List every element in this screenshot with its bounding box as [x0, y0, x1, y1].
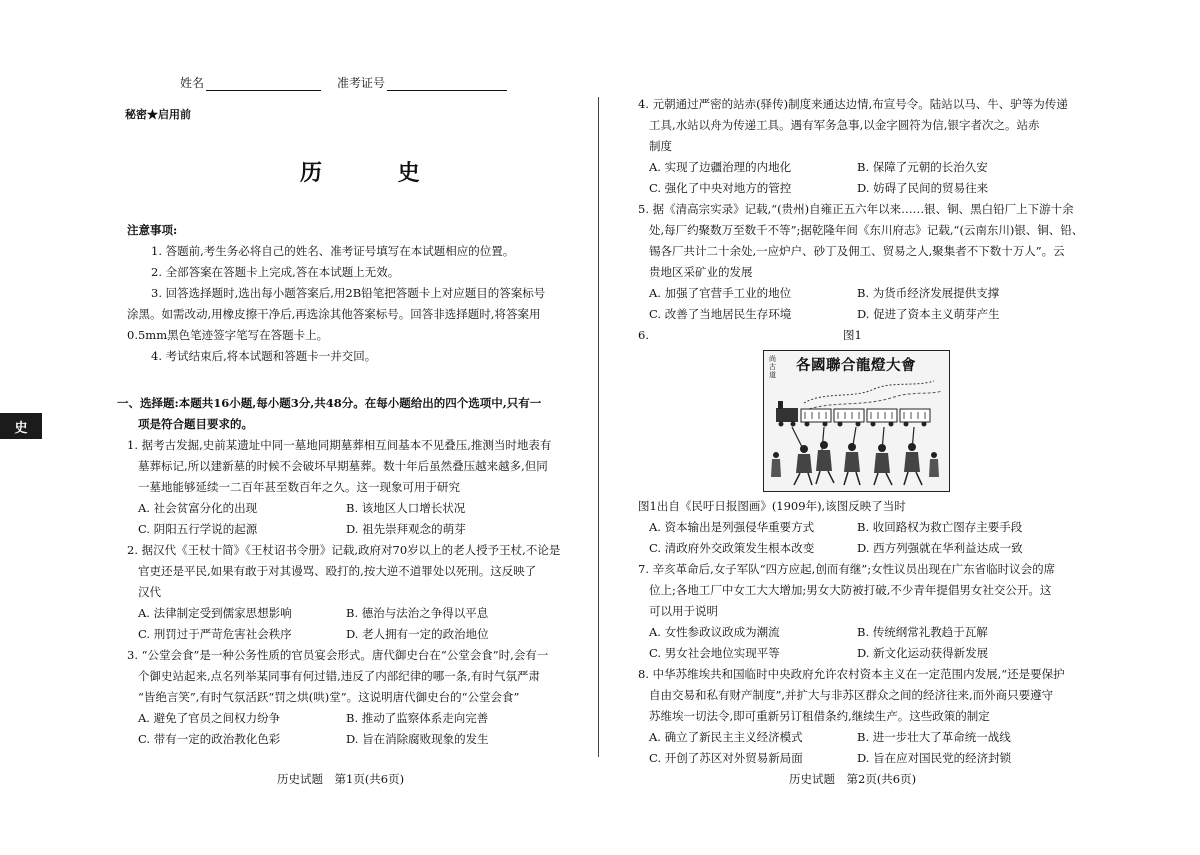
note-item: 2. 全部答案在答题卡上完成,答在本试题上无效。: [151, 265, 400, 279]
option-row: [638, 517, 1078, 538]
option-c[interactable]: C. 开创了苏区对外贸易新局面: [649, 751, 803, 765]
option-b[interactable]: B. 该地区人口增长状况: [346, 501, 466, 515]
option-row: [127, 624, 564, 645]
exam-number-field: [337, 74, 507, 91]
question-1: [127, 435, 564, 540]
note-item: 3. 回答选择题时,选出每小题答案后,用2B铅笔把答题卡上对应题目的答案标号: [151, 286, 546, 300]
option-row: [127, 519, 564, 540]
question-text: 7. 辛亥革命后,女子军队“四方应起,创而有继”;女性议员出现在广东省临时议会的席: [638, 562, 1056, 576]
exam-number-blank: [387, 79, 507, 91]
option-d[interactable]: D. 西方列强就在华利益达成一致: [857, 541, 1023, 555]
spacer: [127, 367, 564, 393]
option-row: [638, 538, 1078, 559]
question-text: 苏维埃一切法令,即可重新另订租借条约,继续生产。这些政策的制定: [649, 709, 990, 723]
option-a[interactable]: A. 实现了边疆治理的内地化: [649, 160, 792, 174]
name-blank: [206, 79, 321, 91]
page-footer-left: 历史试题 第1页(共6页): [277, 772, 405, 786]
note-item: 涂黑。如需改动,用橡皮擦干净后,再选涂其他答案标号。回答非选择题时,将答案用: [127, 307, 541, 321]
question-3: [127, 645, 564, 750]
question-text: 贵地区采矿业的发展: [649, 265, 753, 279]
option-c[interactable]: C. 刑罚过于严苛危害社会秩序: [138, 627, 292, 641]
question-text: 自由交易和私有财产制度”,并扩大与非苏区群众之间的经济往来,而外商只要遵守: [649, 688, 1054, 702]
left-column: [117, 220, 564, 750]
option-b[interactable]: B. 收回路权为救亡图存主要手段: [857, 520, 1023, 534]
section-heading-cont: 项是符合题目要求的。: [138, 417, 253, 431]
question-4: [638, 94, 1078, 199]
candidate-info-header: [180, 74, 507, 91]
subject-title: 历 史: [300, 160, 454, 186]
option-b[interactable]: B. 传统纲常礼教趋于瓦解: [857, 625, 988, 639]
cartoon-figure: [763, 350, 950, 492]
question-text: 8. 中华苏维埃共和国临时中央政府允许农村资本主义在一定范围内发展,“还是要保护: [638, 667, 1065, 681]
option-d[interactable]: D. 旨在应对国民党的经济封锁: [857, 751, 1012, 765]
question-text: 工具,水站以舟为传递工具。遇有军务急事,以金字圆符为信,银字者次之。站赤: [649, 118, 1040, 132]
cartoon-illustration: [764, 351, 948, 490]
option-d[interactable]: D. 老人拥有一定的政治地位: [346, 627, 489, 641]
option-a[interactable]: A. 女性参政议政成为潮流: [649, 625, 780, 639]
option-row: [127, 708, 564, 729]
column-divider: [598, 97, 599, 757]
option-d[interactable]: D. 新文化运动获得新发展: [857, 646, 989, 660]
option-b[interactable]: B. 为货币经济发展提供支撑: [857, 286, 1000, 300]
note-item: 1. 答题前,考生务必将自己的姓名、准考证号填写在本试题相应的位置。: [151, 244, 515, 258]
subject-side-tab: 史: [0, 413, 42, 439]
question-text: 处,每厂约聚数万至数千不等”;据乾隆年间《东川府志》记载,“(云南东川)银、铜、铅、: [649, 223, 1084, 237]
question-text: 制度: [649, 139, 672, 153]
name-label: 姓名: [180, 76, 205, 90]
option-b[interactable]: B. 保障了元朝的长治久安: [857, 160, 988, 174]
question-text: 3. “公堂会食”是一种公务性质的官员宴会形式。唐代御史台在“公堂会食”时,会有一: [127, 648, 549, 662]
option-a[interactable]: A. 资本输出是列强侵华重要方式: [649, 520, 815, 534]
option-c[interactable]: C. 男女社会地位实现平等: [649, 646, 780, 660]
option-d[interactable]: D. 祖先崇拜观念的萌芽: [346, 522, 466, 536]
figure-label: 图1: [843, 328, 862, 342]
question-text: 个御史站起来,点名列举某同事有何过错,违反了内部纪律的哪一条,有时气氛严肃: [138, 669, 540, 683]
question-7: [638, 559, 1078, 664]
question-text: 一墓地能够延续一二百年甚至数百年之久。这一现象可用于研究: [138, 480, 460, 494]
question-text: 4. 元朝通过严密的站赤(驿传)制度来通达边情,布宣号令。陆站以马、牛、驴等为传递: [638, 97, 1068, 111]
option-d[interactable]: D. 促进了资本主义萌芽产生: [857, 307, 1000, 321]
question-text: 墓葬标记,所以建新墓的时候不会破坏早期墓葬。数十年后虽然叠压越来越多,但同: [138, 459, 548, 473]
question-5: [638, 199, 1084, 325]
section-heading: 一、选择题:本题共16小题,每小题3分,共48分。在每小题给出的四个选项中,只有一: [117, 396, 542, 410]
option-c[interactable]: C. 阴阳五行学说的起源: [138, 522, 258, 536]
question-number: 6.: [638, 328, 649, 342]
question-text: 1. 据考古发掘,史前某遗址中同一墓地同期墓葬相互间基本不见叠压,推测当时地表有: [127, 438, 552, 452]
option-row: [638, 727, 1078, 748]
option-row: [638, 643, 1078, 664]
option-a[interactable]: A. 法律制定受到儒家思想影响: [138, 606, 292, 620]
question-6-header: [638, 325, 1078, 346]
question-text: “皆绝言笑”,有时气氛活跃“罚之烘(哄)堂”。这说明唐代御史台的“公堂会食”: [138, 690, 520, 704]
option-row: [638, 178, 1078, 199]
question-text: 2. 据汉代《王杖十简》《王杖诏书令册》记载,政府对70岁以上的老人授予王杖,不论是: [127, 543, 561, 557]
note-item: 4. 考试结束后,将本试题和答题卡一并交回。: [151, 349, 377, 363]
option-row: [638, 622, 1078, 643]
note-item: 0.5mm黑色笔迹签字笔写在答题卡上。: [127, 328, 329, 342]
option-c[interactable]: C. 带有一定的政治教化色彩: [138, 732, 281, 746]
option-b[interactable]: B. 推动了监察体系走向完善: [346, 711, 489, 725]
option-row: [127, 729, 564, 750]
question-text: 汉代: [138, 585, 161, 599]
option-d[interactable]: D. 旨在消除腐败现象的发生: [346, 732, 489, 746]
secret-label: 秘密★启用前: [125, 108, 191, 121]
option-row: [638, 304, 1078, 325]
figure-title: 各國聯合龍燈大會: [796, 357, 916, 374]
question-text: 官吏还是平民,如果有敢于对其谩骂、殴打的,按大逆不道罪处以死刑。这反映了: [138, 564, 537, 578]
option-a[interactable]: A. 避免了官员之间权力纷争: [138, 711, 281, 725]
option-b[interactable]: B. 进一步壮大了革命统一战线: [857, 730, 1011, 744]
option-row: [638, 748, 1078, 769]
exam-number-label: 准考证号: [337, 76, 386, 90]
option-row: [127, 498, 564, 519]
question-2: [127, 540, 564, 645]
question-text: 可以用于说明: [649, 604, 718, 618]
option-b[interactable]: B. 德治与法治之争得以平息: [346, 606, 489, 620]
option-c[interactable]: C. 清政府外交政策发生根本改变: [649, 541, 815, 555]
option-row: [127, 603, 564, 624]
figure-author: 尚古道: [769, 355, 776, 379]
question-text: 锡各厂共计二十余处,一应炉户、砂丁及佣工、贸易之人,聚集者不下数十万人”。云: [649, 244, 1065, 258]
option-c[interactable]: C. 改善了当地居民生存环境: [649, 307, 792, 321]
question-text: 5. 据《清高宗实录》记载,“(贵州)自雍正五六年以来……银、铜、黑白铅厂上下游十余: [638, 202, 1074, 216]
question-8: [638, 664, 1078, 769]
option-a[interactable]: A. 确立了新民主主义经济模式: [649, 730, 803, 744]
option-row: [638, 157, 1078, 178]
option-c[interactable]: C. 强化了中央对地方的管控: [649, 181, 792, 195]
name-field: [180, 74, 321, 91]
option-row: [638, 283, 1078, 304]
notes-title: 注意事项:: [127, 223, 178, 237]
page-footer-right: 历史试题 第2页(共6页): [789, 772, 917, 786]
right-column: [638, 94, 1084, 769]
option-a[interactable]: A. 加强了官营手工业的地位: [649, 286, 792, 300]
option-d[interactable]: D. 妨碍了民间的贸易往来: [857, 181, 989, 195]
option-a[interactable]: A. 社会贫富分化的出现: [138, 501, 258, 515]
question-text: 位上;各地工厂中女工大大增加;男女大防被打破,不少青年提倡男女社交公开。这: [649, 583, 1052, 597]
question-text: 图1出自《民吁日报图画》(1909年),该图反映了当时: [638, 499, 906, 513]
question-6: [638, 325, 1078, 559]
